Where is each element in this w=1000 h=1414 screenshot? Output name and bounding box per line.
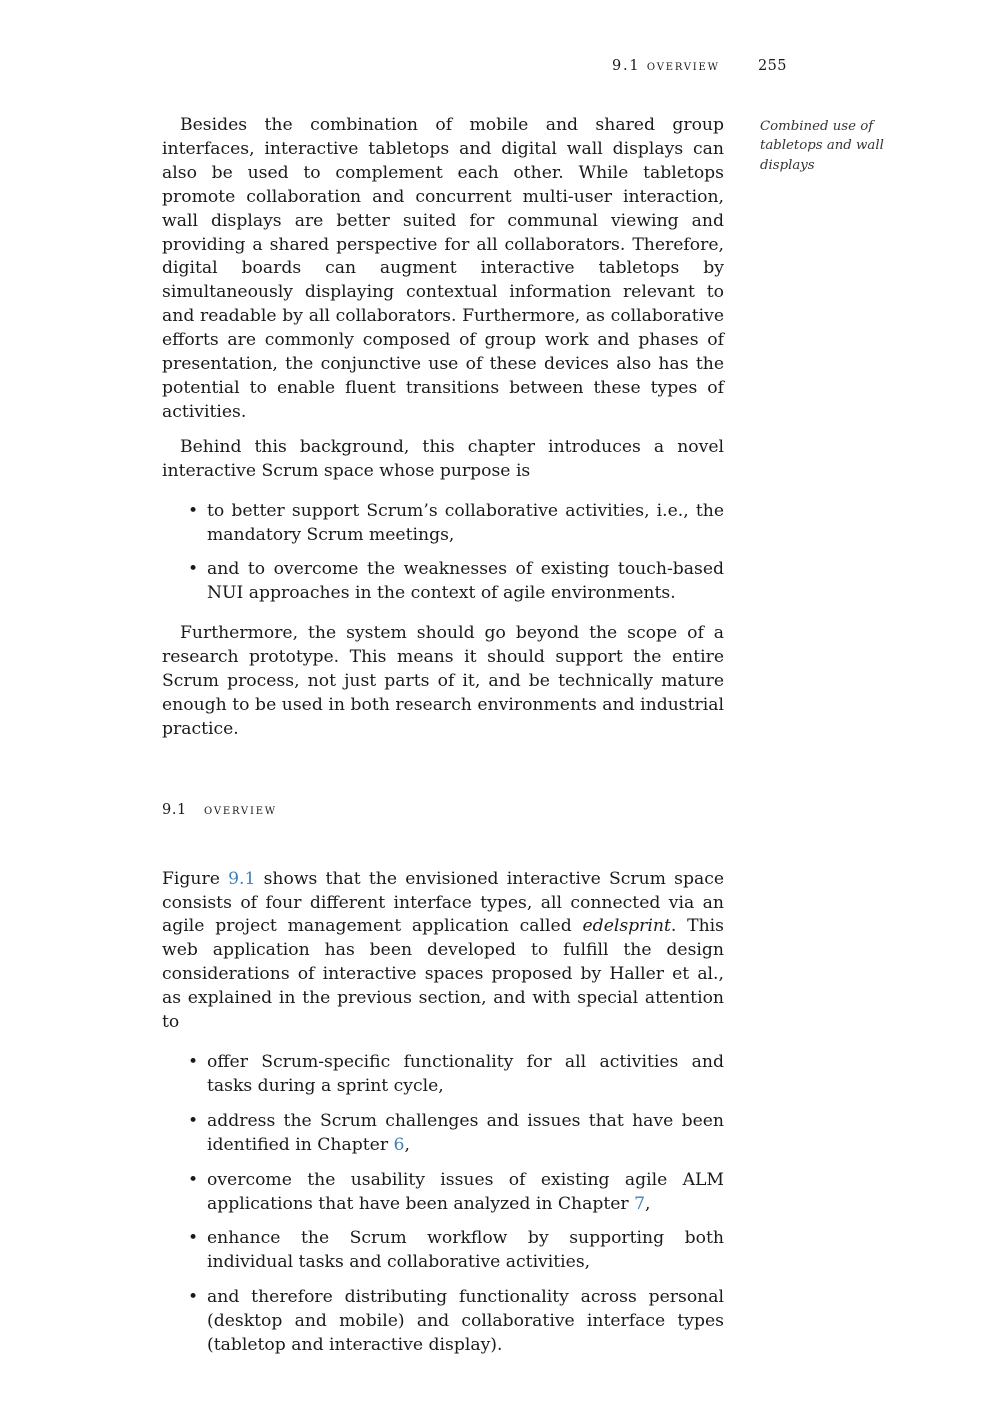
list-item-text: overcome the usability issues of existing agile ALM applications that have been analyzed in Chapter: [207, 1169, 724, 1214]
list-item-text: address the Scrum challenges and issues that have been identified in Chapter: [207, 1110, 724, 1155]
section-heading: [162, 799, 724, 823]
section-title: overview: [204, 801, 277, 818]
list-item-text: offer Scrum-specific functionality for all activities and tasks during a sprint cycle,: [207, 1052, 724, 1096]
intro-paragraph-1: Besides the combination of mobile and shared group interfaces, interactive tabletops and digital wall displays can also be used to complement each other. While tabletops promote collaboration and concurrent multi-user interaction, wall displays are better suited for communal viewing and providing a shared perspective for all collaborators. Therefore, digital boards can augment interactive tabletops by simultaneously displaying contextual information relevant to and readable by all collaborators. Furthermore, as collaborative efforts are commonly composed of group work and phases of presentation, the conjunctive use of these devices also has the potential to enable fluent transitions between these types of activities.: [162, 115, 724, 422]
purpose-list: [162, 500, 724, 607]
app-name: edelsprint: [582, 916, 671, 937]
overview-text-end: . This web application has been developed to fulfill the design considerations of interactive spaces proposed by Haller et al., as explained in the previous section, and with special attention to: [162, 916, 724, 1033]
list-item-text: enhance the Scrum workflow by supporting both individual tasks and collaborative activities,: [207, 1228, 724, 1273]
list-item: [188, 1169, 724, 1217]
bullet-icon: •: [188, 559, 199, 580]
list-item-text: and to overcome the weaknesses of existing touch-based NUI approaches in the context of agile environments.: [207, 559, 724, 604]
list-item-text: to better support Scrum’s collaborative activities, i.e., the mandatory Scrum meetings,: [207, 500, 724, 545]
list-item: [188, 500, 724, 548]
main-text: [162, 114, 724, 1374]
list-item: [188, 1051, 724, 1099]
bullet-icon: •: [188, 500, 199, 521]
chapter-reference-link[interactable]: 7: [634, 1193, 646, 1214]
section-number: 9.1: [162, 801, 187, 818]
page-number: 255: [758, 58, 787, 74]
overview-text-start: Figure: [162, 868, 229, 889]
attention-list: [162, 1051, 724, 1358]
overview-text-middle: shows that the envisioned interactive Scrum space consists of four different interface types, all connected via an agile project management application called: [162, 868, 724, 937]
intro-paragraph-3: Furthermore, the system should go beyond the scope of a research prototype. This means it should support the entire Scrum process, not just parts of it, and be technically mature enough to be used in both research environments and industrial practice.: [162, 623, 724, 739]
bullet-icon: •: [188, 1110, 199, 1131]
bullet-icon: •: [188, 1228, 199, 1249]
list-item: [188, 1110, 724, 1158]
list-item-text: and therefore distributing functionality across personal (desktop and mobile) and collaborative interface types (tabletop and interactive display).: [207, 1287, 724, 1356]
figure-reference-link[interactable]: 9.1: [228, 868, 256, 889]
running-head: [612, 58, 842, 74]
list-item-punct: ,: [645, 1193, 651, 1214]
bullet-icon: •: [188, 1052, 199, 1072]
overview-paragraph: [162, 868, 724, 1035]
list-item: [188, 558, 724, 606]
bullet-icon: •: [188, 1287, 199, 1308]
chapter-reference-link[interactable]: 6: [393, 1134, 405, 1155]
intro-paragraph-2: Behind this background, this chapter introduces a novel interactive Scrum space whose purpose is: [162, 436, 724, 481]
list-item-punct: ,: [404, 1134, 410, 1155]
list-item: [188, 1227, 724, 1275]
running-head-section: 9.1 overview: [612, 58, 720, 74]
margin-note: Combined use of tabletops and wall displays: [760, 119, 884, 173]
list-item: [188, 1286, 724, 1358]
bullet-icon: •: [188, 1169, 199, 1190]
